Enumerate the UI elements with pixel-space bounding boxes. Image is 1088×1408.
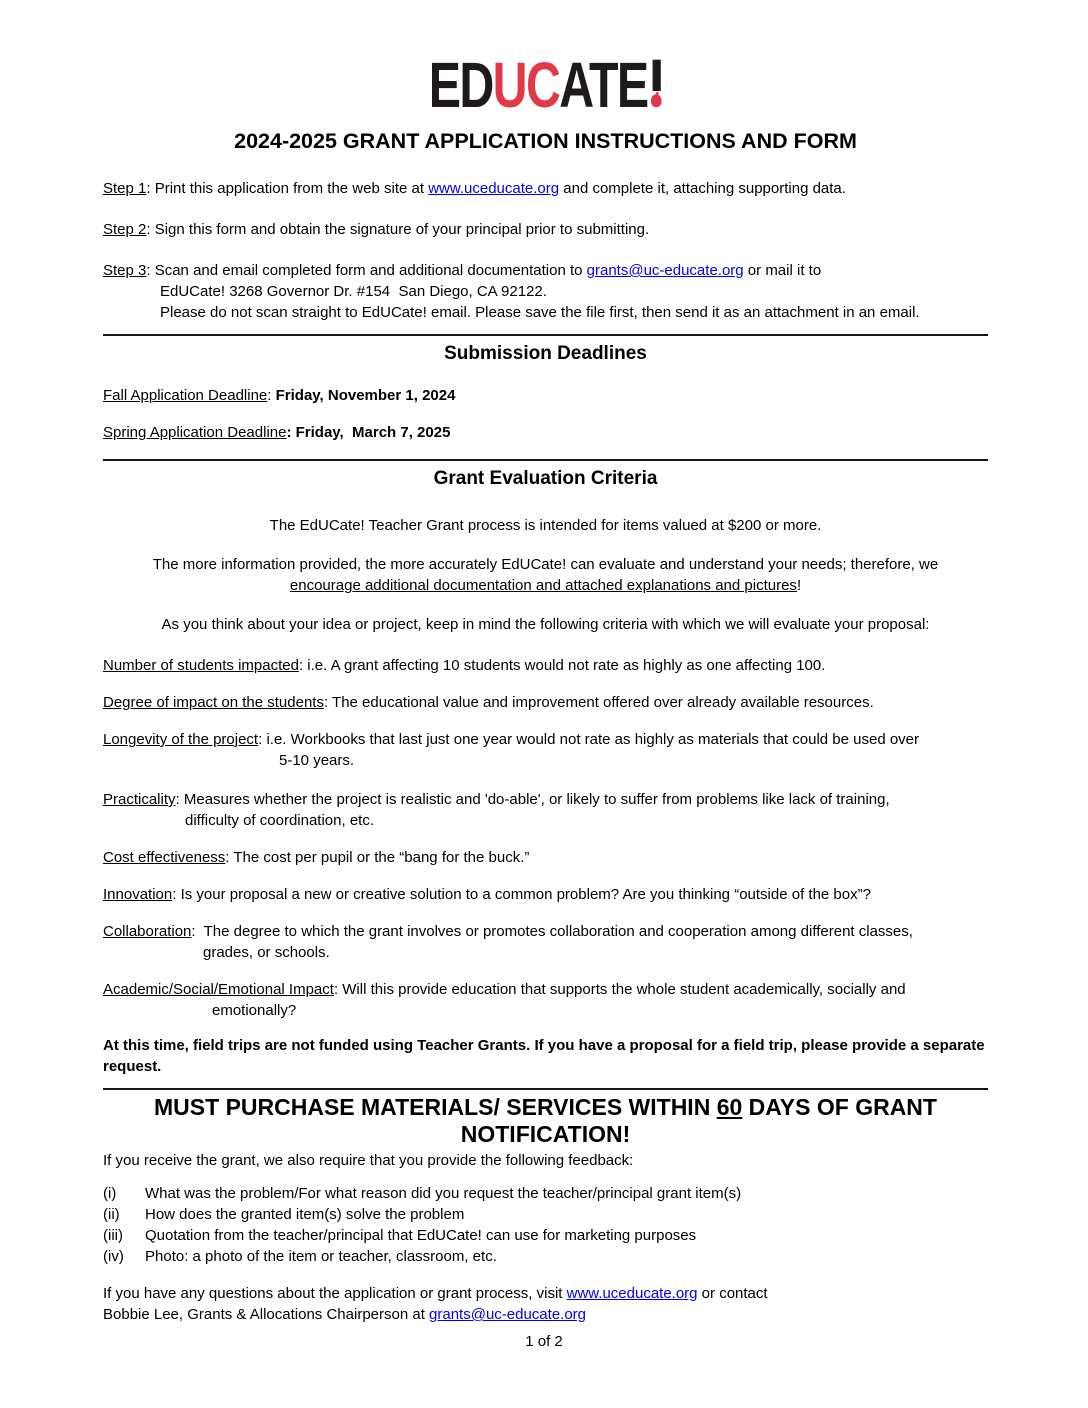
page-title: 2024-2025 GRANT APPLICATION INSTRUCTIONS AND FORM (234, 129, 857, 153)
apple-icon (650, 94, 661, 107)
criterion-cost-effectiveness: Cost effectiveness: The cost per pupil or the “bang for the buck.” (103, 849, 530, 866)
exclamation-bar (652, 60, 660, 91)
logo-segment-ed: ED (428, 49, 493, 122)
section-divider (103, 334, 988, 336)
criterion-degree-of-impact: Degree of impact on the students: The educational value and improvement offered over already available resources. (103, 694, 874, 711)
step-3-label: Step 3 (103, 262, 147, 279)
feedback-intro: If you receive the grant, we also require that you provide the following feedback: (103, 1152, 634, 1169)
criteria-intro-1: The EdUCate! Teacher Grant process is intended for items valued at $200 or more. (269, 517, 822, 534)
criteria-intro-3: As you think about your idea or project, keep in mind the following criteria with which we will evaluate your proposal: (161, 616, 930, 633)
field-trip-note: At this time, field trips are not funded using Teacher Grants. If you have a proposal for a field trip, please provide a separate request. (103, 1037, 985, 1075)
criteria-intro-2: The more information provided, the more accurately EdUCate! can evaluate and understand your needs; therefore, we encourage additional documentation and attached explanations and pictures! (152, 556, 939, 594)
purchase-deadline-heading: MUST PURCHASE MATERIALS/ SERVICES WITHIN 60 DAYS OF GRANT NOTIFICATION! (154, 1094, 937, 1147)
exclamation-mark (650, 60, 662, 108)
spring-deadline-value: : Friday, March 7, 2025 (286, 424, 451, 441)
spring-deadline-label: Spring Application Deadline (103, 424, 287, 441)
educate-logo (103, 49, 988, 122)
scan-note-line: Please do not scan straight to EdUCate! email. Please save the file first, then send it as an attachment in an email. (160, 304, 920, 321)
criterion-academic-social-emotional: Academic/Social/Emotional Impact: Will this provide education that supports the whole student academically, socially and emotionally? (103, 981, 906, 1019)
uceducate-website-link[interactable]: www.uceducate.org (428, 180, 560, 197)
section-divider (103, 459, 988, 461)
feedback-item: (i) What was the problem/For what reason did you request the teacher/principal grant item(s) (103, 1185, 742, 1202)
grants-email-link-footer[interactable]: grants@uc-educate.org (429, 1306, 587, 1323)
step-1-paragraph: Step 1: Print this application from the web site at www.uceducate.org and complete it, attaching supporting data. (103, 180, 846, 197)
fall-deadline-value: Friday, November 1, 2024 (275, 387, 456, 404)
grants-email-link[interactable]: grants@uc-educate.org (586, 262, 744, 279)
grant-evaluation-criteria-heading: Grant Evaluation Criteria (433, 468, 658, 489)
step-2-paragraph: Step 2: Sign this form and obtain the signature of your principal prior to submitting. (103, 221, 650, 238)
criterion-number-of-students: Number of students impacted: i.e. A grant affecting 10 students would not rate as highly as one affecting 100. (103, 657, 826, 674)
contact-paragraph: If you have any questions about the application or grant process, visit www.uceducate.org or contact Bobbie Lee, Grants & Allocations Chairperson at grants@uc-educate.org (103, 1285, 768, 1323)
step-2-label: Step 2 (103, 221, 147, 238)
feedback-item: (iii) Quotation from the teacher/principal that EdUCate! can use for marketing purposes (103, 1227, 697, 1244)
feedback-item: (iv) Photo: a photo of the item or teacher, classroom, etc. (103, 1248, 497, 1265)
criterion-collaboration: Collaboration: The degree to which the grant involves or promotes collaboration and cooperation among different classes, grades, or schools. (103, 923, 913, 961)
fall-deadline-label: Fall Application Deadline (103, 387, 268, 404)
criterion-practicality: Practicality: Measures whether the project is realistic and 'do-able', or likely to suffer from problems like lack of training, difficulty of coordination, etc. (103, 791, 890, 829)
feedback-item: (ii) How does the granted item(s) solve the problem (103, 1206, 465, 1223)
logo-text (428, 49, 662, 122)
logo-segment-ate: ATE (558, 49, 648, 122)
submission-deadlines-heading: Submission Deadlines (444, 343, 647, 364)
sixty-days-underline: 60 (716, 1094, 743, 1120)
step-1-label: Step 1 (103, 180, 147, 197)
fall-deadline-line: Fall Application Deadline: Friday, November 1, 2024 (103, 387, 456, 404)
mailing-address-line: EdUCate! 3268 Governor Dr. #154 San Diego, CA 92122. (160, 283, 547, 300)
logo-segment-uc: UC (492, 49, 559, 122)
criterion-innovation: Innovation: Is your proposal a new or creative solution to a common problem? Are you thinking “outside of the box”? (103, 886, 871, 903)
step-3-paragraph: Step 3: Scan and email completed form and additional documentation to grants@uc-educate.org or mail it to EdUCate! 3268 Governor Dr. #154 San Diego, CA 92122. Please do not scan straight to EdUCate! email. Please save the file first, then send it as an attachment in an email. (103, 260, 988, 323)
spring-deadline-line (103, 422, 988, 443)
uceducate-website-link-footer[interactable]: www.uceducate.org (566, 1285, 698, 1302)
criterion-longevity: Longevity of the project: i.e. Workbooks that last just one year would not rate as highly as materials that could be used over 5-10 years. (103, 731, 920, 769)
encourage-documentation-underline: encourage additional documentation and attached explanations and pictures (289, 577, 797, 594)
page-number: 1 of 2 (525, 1333, 563, 1350)
feedback-list (103, 1183, 988, 1267)
section-divider (103, 1088, 988, 1090)
